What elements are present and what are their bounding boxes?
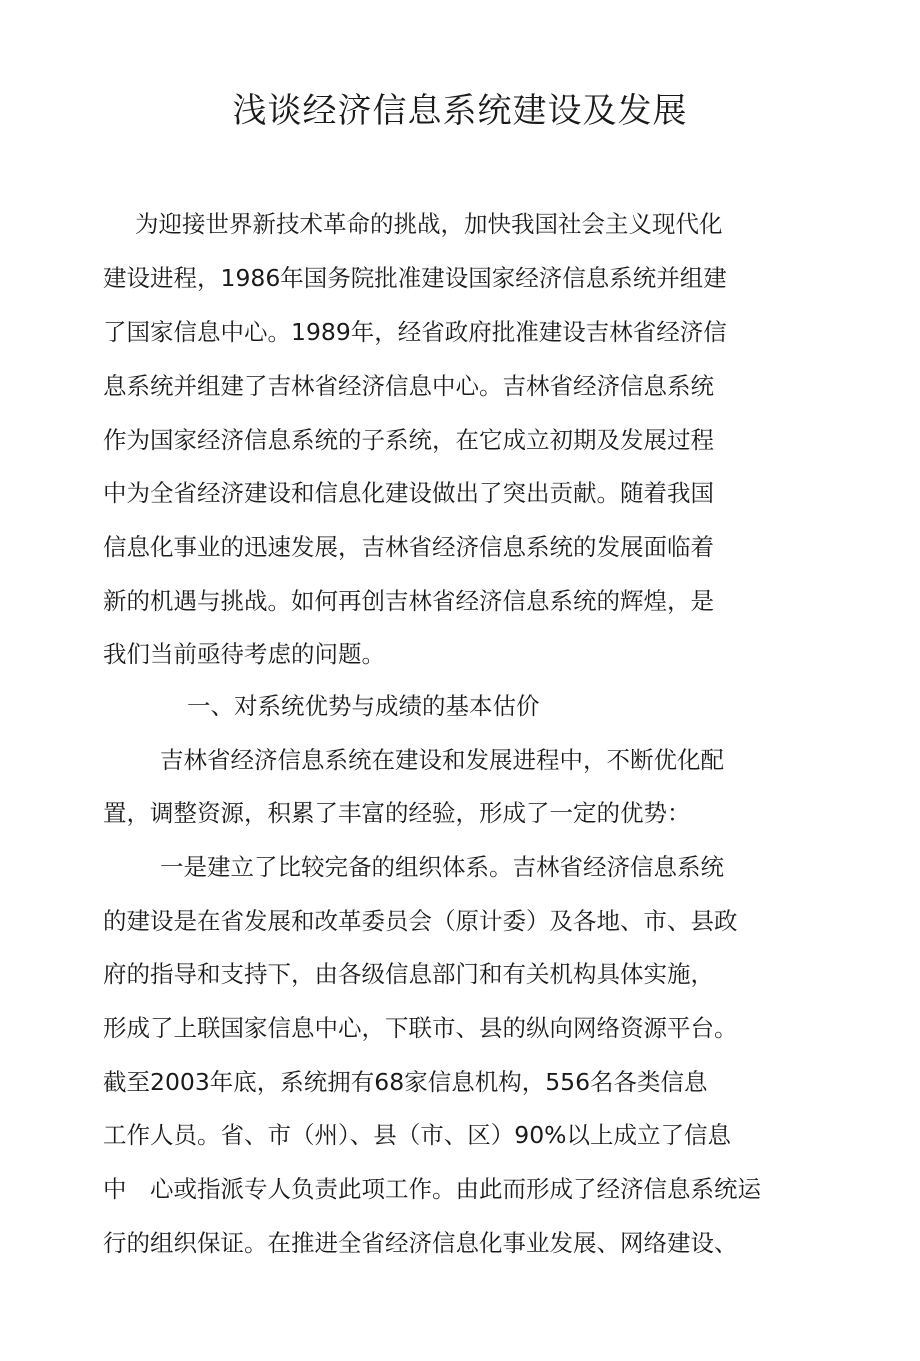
paragraph-line: 置，调整资源，积累了丰富的经验，形成了一定的优势： bbox=[103, 799, 691, 827]
paragraph-line: 中为全省经济建设和信息化建设做出了突出贡献。随着我国 bbox=[103, 479, 714, 507]
paragraph-line: 吉林省经济信息系统在建设和发展进程中，不断优化配 bbox=[160, 746, 724, 774]
paragraph-line: 的建设是在省发展和改革委员会（原计委）及各地、市、县政 bbox=[103, 907, 738, 935]
paragraph-line: 为迎接世界新技术革命的挑战，加快我国社会主义现代化 bbox=[135, 210, 723, 238]
section-heading: 一、对系统优势与成绩的基本估价 bbox=[187, 692, 540, 720]
paragraph-line: 工作人员。省、市（州）、县（市、区）90%以上成立了信息 bbox=[103, 1121, 731, 1149]
document-title: 浅谈经济信息系统建设及发展 bbox=[232, 91, 688, 131]
paragraph-line: 新的机遇与挑战。如何再创吉林省经济信息系统的辉煌，是 bbox=[103, 587, 714, 615]
paragraph-line: 府的指导和支持下，由各级信息部门和有关机构具体实施， bbox=[103, 960, 714, 988]
paragraph-line: 一是建立了比较完备的组织体系。吉林省经济信息系统 bbox=[160, 853, 724, 881]
paragraph-line: 建设进程，1986年国务院批准建设国家经济信息系统并组建 bbox=[103, 264, 727, 292]
paragraph-line: 作为国家经济信息系统的子系统，在它成立初期及发展过程 bbox=[103, 426, 714, 454]
paragraph-line: 中 心或指派专人负责此项工作。由此而形成了经济信息系统运 bbox=[103, 1175, 761, 1203]
paragraph-line: 行的组织保证。在推进全省经济信息化事业发展、网络建设、 bbox=[103, 1229, 738, 1257]
paragraph-line: 截至2003年底，系统拥有68家信息机构，556名各类信息 bbox=[103, 1068, 708, 1096]
paragraph-line: 我们当前亟待考虑的问题。 bbox=[103, 640, 385, 668]
paragraph-line: 了国家信息中心。1989年，经省政府批准建设吉林省经济信 bbox=[103, 318, 727, 346]
paragraph-line: 信息化事业的迅速发展，吉林省经济信息系统的发展面临着 bbox=[103, 533, 714, 561]
paragraph-line: 息系统并组建了吉林省经济信息中心。吉林省经济信息系统 bbox=[103, 372, 714, 400]
paragraph-line: 形成了上联国家信息中心，下联市、县的纵向网络资源平台。 bbox=[103, 1014, 738, 1042]
